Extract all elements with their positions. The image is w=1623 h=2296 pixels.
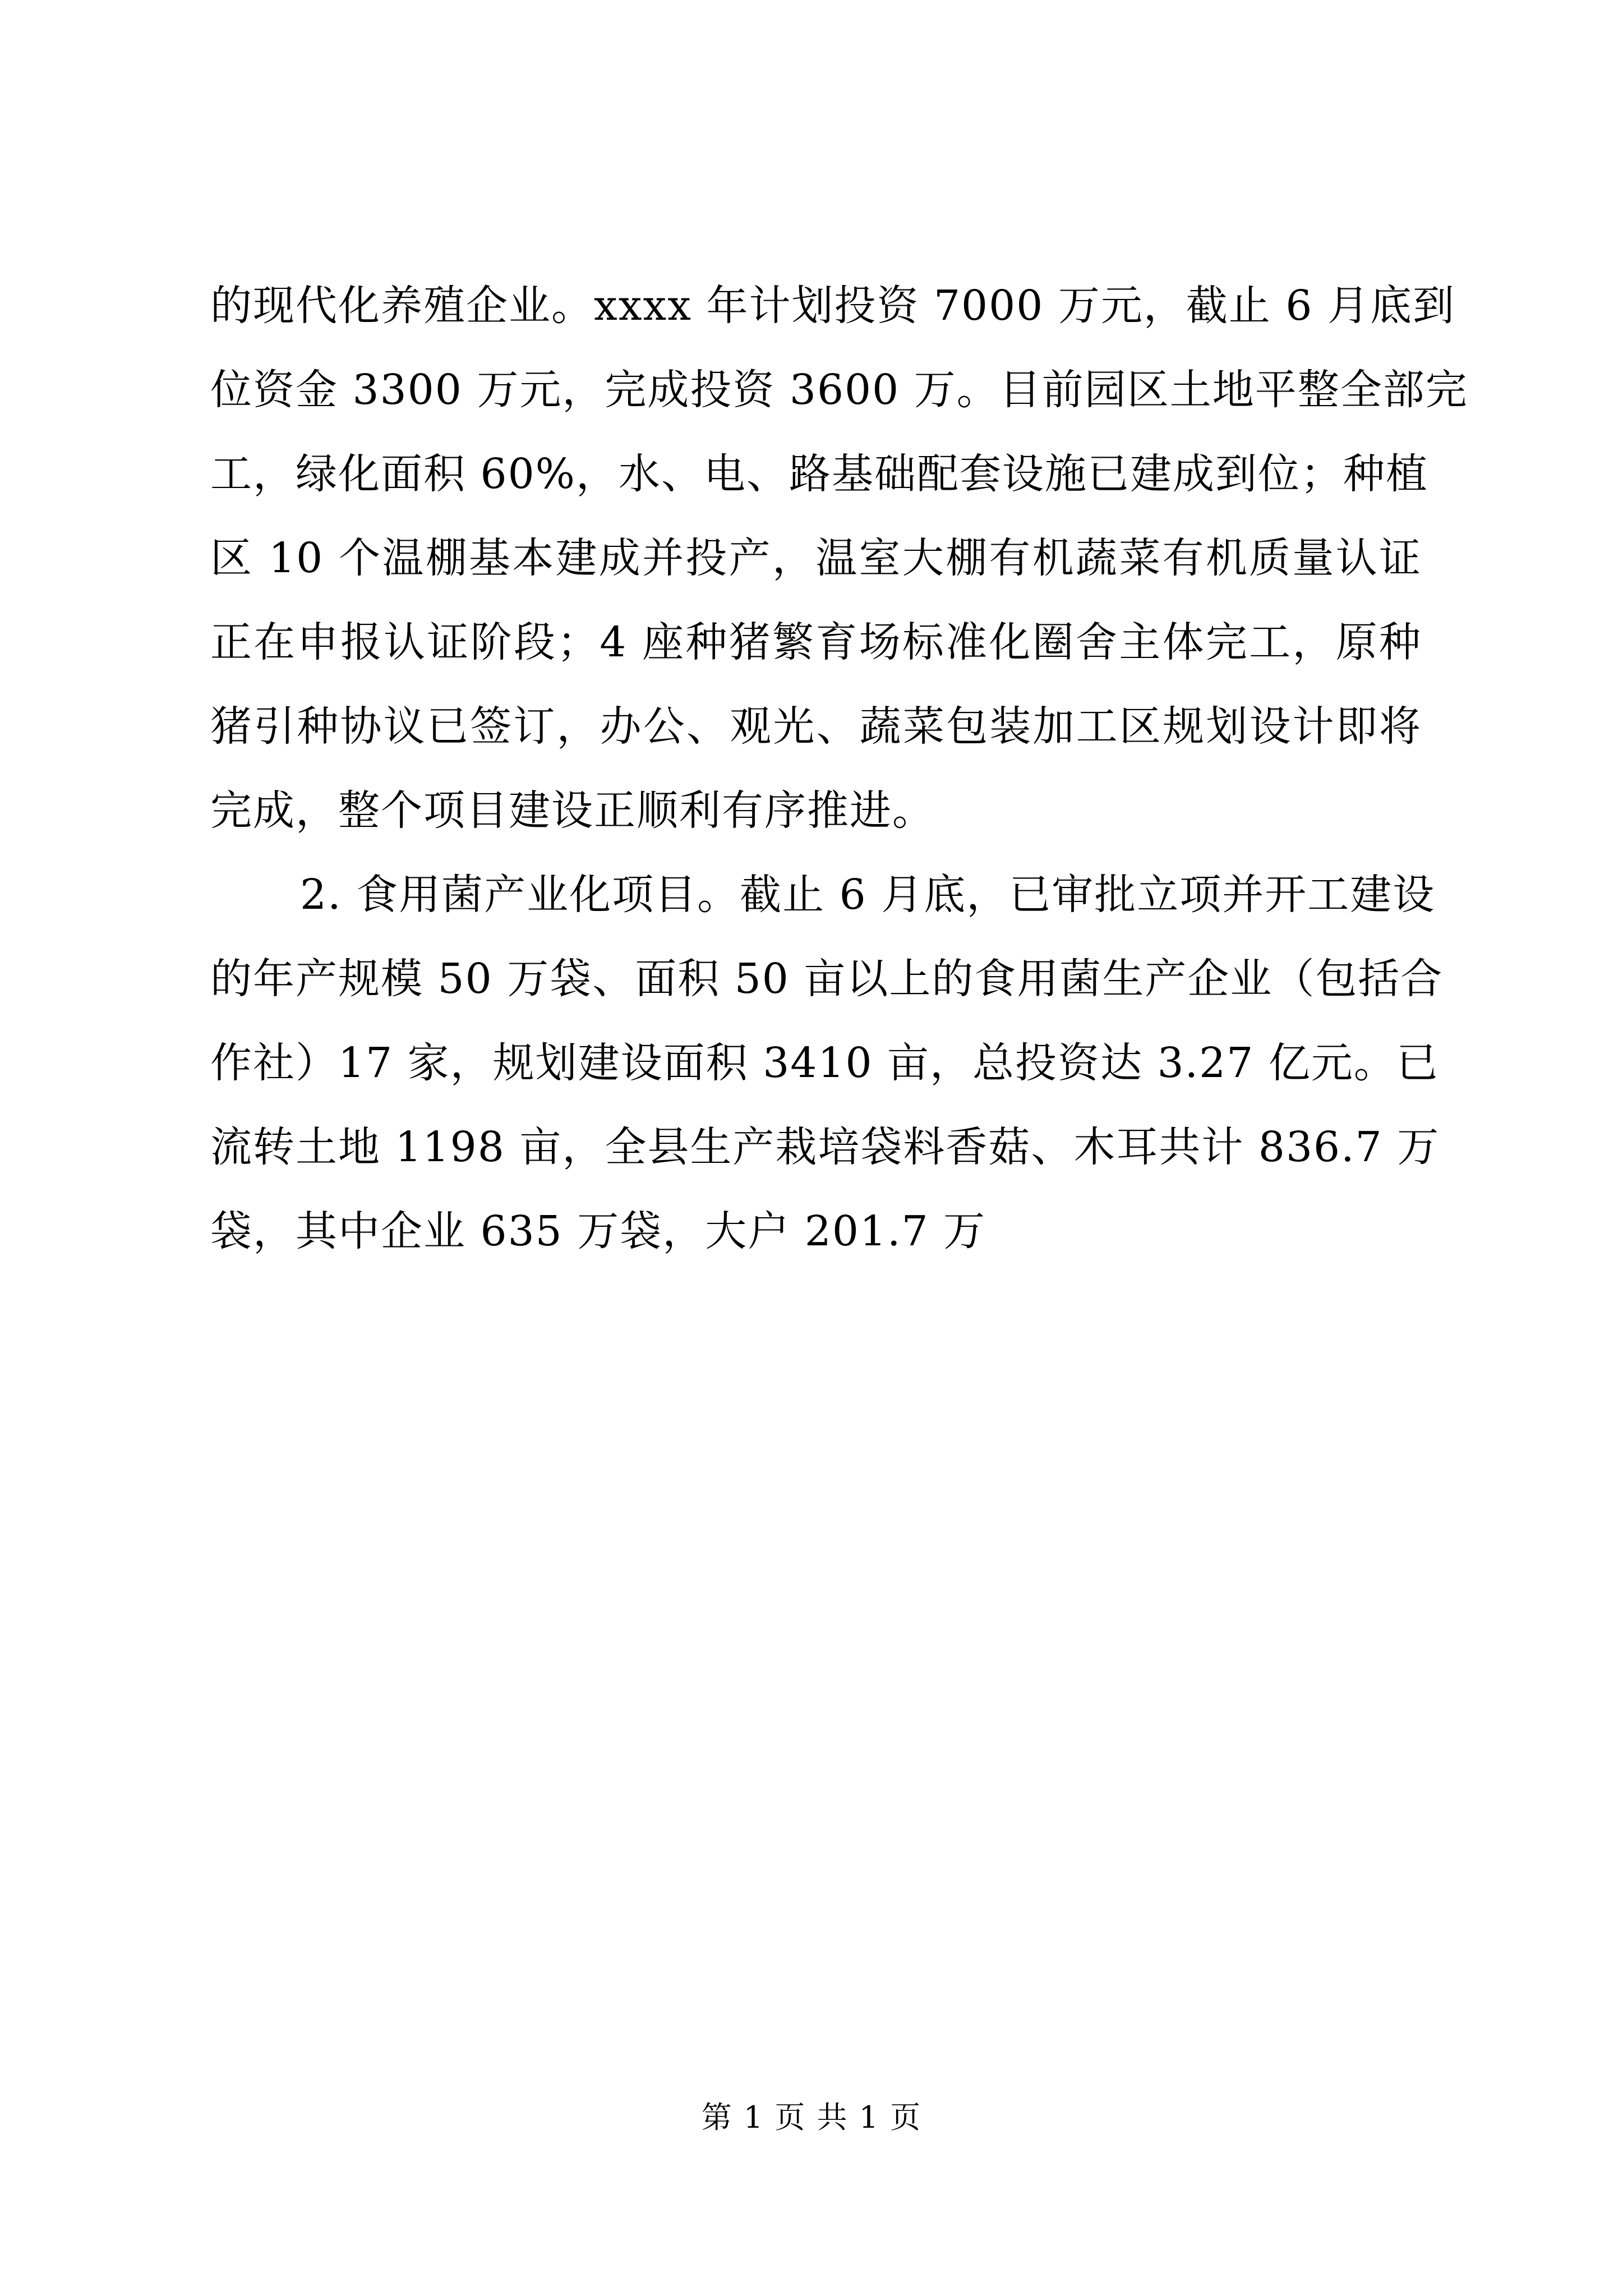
text-line: 位资金 3300 万元，完成投资 3600 万。目前园区土地平整全部完 (210, 366, 1468, 414)
text-line: 完成，整个项目建设正顺利有序推进。 (210, 786, 935, 835)
text-line: 猪引种协议已签订，办公、观光、蔬菜包装加工区规划设计即将 (210, 702, 1422, 751)
paragraph-2 (210, 853, 1444, 1273)
text-line: 袋，其中企业 635 万袋，大户 201.7 万 (210, 1207, 986, 1255)
text-line: 作社）17 家，规划建设面积 3410 亩，总投资达 3.27 亿元。已 (210, 1039, 1439, 1087)
text-line: 工，绿化面积 60%，水、电、路基础配套设施已建成到位；种植 (210, 450, 1428, 498)
paragraph-1 (210, 264, 1468, 853)
page-footer: 第 1 页 共 1 页 (701, 2100, 922, 2135)
text-line: 2. 食用菌产业化项目。截止 6 月底，已审批立项并开工建设 (300, 871, 1436, 919)
text-line: 的现代化养殖企业。xxxx 年计划投资 7000 万元，截止 6 月底到 (210, 282, 1455, 330)
text-line: 流转土地 1198 亩，全县生产栽培袋料香菇、木耳共计 836.7 万 (210, 1123, 1440, 1171)
text-line: 正在申报认证阶段；4 座种猪繁育场标准化圈舍主体完工，原种 (210, 618, 1422, 666)
text-line: 区 10 个温棚基本建成并投产，温室大棚有机蔬菜有机质量认证 (210, 534, 1422, 582)
text-line: 的年产规模 50 万袋、面积 50 亩以上的食用菌生产企业（包括合 (210, 955, 1444, 1003)
document-body (210, 264, 1468, 1273)
